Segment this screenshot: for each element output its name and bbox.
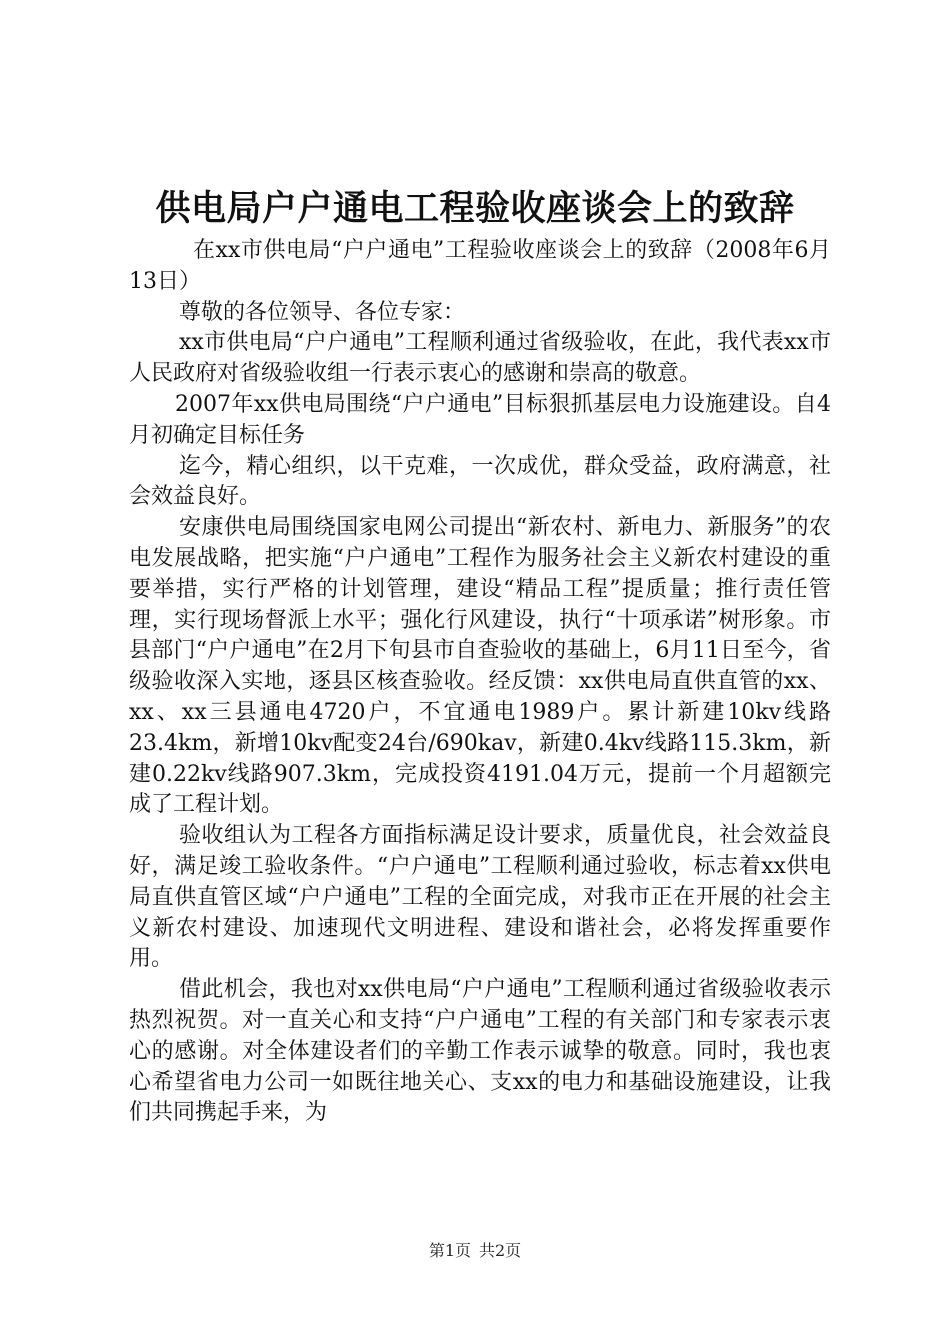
document-body bbox=[129, 236, 831, 1129]
document-title: 供电局户户通电工程验收座谈会上的致辞 bbox=[155, 188, 795, 229]
congratulations-paragraph: 借此机会，我也对xx供电局“户户通电”工程顺利通过省级验收表示热烈祝贺。对一直关心和支持“户户通电”工程的有关部门和专家表示衷心的感谢。对全体建设者们的辛勤工作表示诚挚的敬意。同时，我也衷心希望省电力公司一如既往地关心、支xx的电力和基础设施建设，让我们共同携起手来，为 bbox=[129, 977, 831, 1126]
thanks-paragraph: xx市供电局“户户通电”工程顺利通过省级验收，在此，我代表xx市人民政府对省级验收组一行表示衷心的感谢和崇高的敬意。 bbox=[129, 330, 831, 387]
acceptance-paragraph: 验收组认为工程各方面指标满足设计要求，质量优良，社会效益良好，满足竣工验收条件。“户户通电”工程顺利通过验收，标志着xx供电局直供直管区域“户户通电”工程的全面完成，对我市正在开展的社会主义新农村建设、加速现代文明进程、建设和谐社会，必将发挥重要作用。 bbox=[129, 823, 831, 972]
background-paragraph: 2007年xx供电局围绕“户户通电”目标狠抓基层电力设施建设。自4月初确定目标任务 bbox=[129, 391, 831, 448]
project-details-paragraph: 安康供电局围绕国家电网公司提出“新农村、新电力、新服务”的农电发展战略，把实施“户户通电”工程作为服务社会主义新农村建设的重要举措，实行严格的计划管理，建设“精品工程”提质量；推行责任管理，实行现场督派上水平；强化行风建设，执行“十项承诺”树形象。市县部门“户户通电”在2月下旬县市自查验收的基础上，6月11日至今，省级验收深入实地，逐县区核查验收。经反馈：xx供电局直供直管的xx、xx、xx三县通电4720户，不宜通电1989户。累计新建10kv线路23.4km，新增10kv配变24台/690kav，新建0.4kv线路115.3km，新建0.22kv线路907.3km，完成投资4191.04万元，提前一个月超额完成了工程计划。 bbox=[129, 515, 831, 818]
page-number-total: 共2页 bbox=[479, 1241, 522, 1260]
speech-heading-paragraph: 在xx市供电局“户户通电”工程验收座谈会上的致辞（2008年6月13日） bbox=[129, 238, 831, 294]
page-number-current: 第1页 bbox=[428, 1241, 471, 1260]
progress-paragraph: 迄今，精心组织，以干克难，一次成优，群众受益，政府满意，社会效益良好。 bbox=[129, 453, 831, 510]
page-footer bbox=[0, 1240, 950, 1262]
salutation-paragraph: 尊敬的各位领导、各位专家： bbox=[179, 299, 466, 325]
